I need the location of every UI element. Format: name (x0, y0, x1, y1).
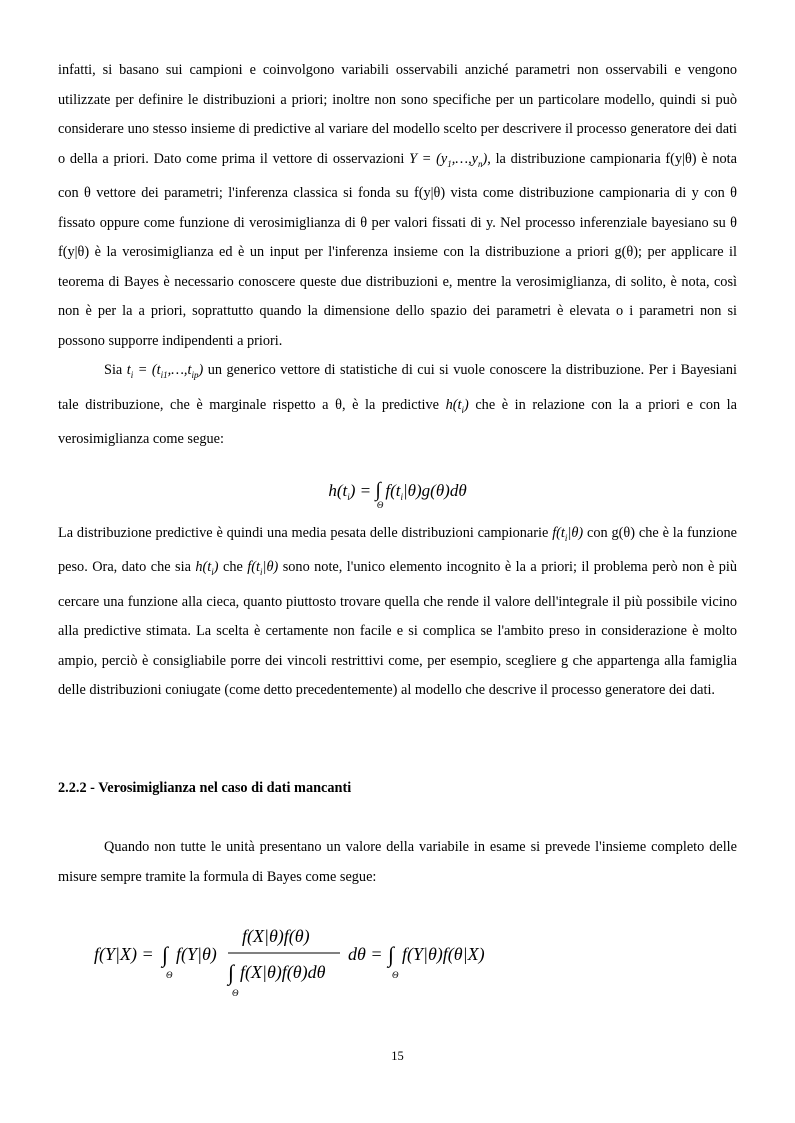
math-sampling-distribution: $f(t_i|\theta)$ (552, 524, 584, 543)
eq-integral: ∫ (388, 942, 395, 967)
eq-integral: ∫ (228, 960, 235, 985)
math-statistics-vector: $t_i$ = $(t_{i1},\dots,t_{ip})$ (126, 362, 204, 380)
equation-bayes-missing-data (94, 918, 614, 998)
eq-integral-domain: Θ (392, 970, 399, 980)
paragraph-text: , la distribuzione campionaria f(y|θ) è nota con θ vettore dei parametri; l'inferenza classica si fonda su f(y|θ) vista come distribuzione campionaria di y con θ fissato oppure come funzione di verosimiglianza di θ per valori fissati di y. Nel processo inferenziale bayesiano su θ f(y|θ) è la verosimiglianza ed è un input per l'inferenza insieme con la distribuzione a priori g(θ); per applicare il teorema di Bayes è necessario conoscere queste due distribuzioni e, mentre la verosimiglianza, di solito, è nota, così non è per la a priori, soprattutto quando la dimensione dello spazio dei parametri è elevata o i parametri non si possono supporre indipendenti a priori. (58, 150, 737, 349)
paragraph (58, 56, 737, 356)
eq-integral-domain: Θ (166, 970, 173, 980)
eq-integral: ∫ (162, 942, 169, 967)
math-observation-vector: $Y = (y_1,\dots,y_n)$ (409, 150, 488, 169)
eq-term-posterior: f(Y|θ)f(θ|X) (402, 944, 485, 964)
math-predictive: $h(t_i)$ (195, 559, 219, 577)
page-number: 15 (391, 1049, 404, 1063)
eq-term-likelihood: f(Y|θ) (176, 944, 217, 964)
math-sampling-distribution: $f(t_i|\theta)$ (247, 559, 279, 577)
section-heading: 2.2.2 - Verosimiglianza nel caso di dati mancanti (58, 780, 352, 796)
equation-bayes-svg (94, 918, 614, 998)
eq-after-fraction: dθ = (348, 944, 383, 964)
paragraph: Quando non tutte le unità presentano un valore della variabile in esame si prevede l'insieme completo delle misure sempre tramite la formula di Bayes come segue: (58, 839, 737, 885)
math-predictive: $h(t_i)$ (445, 396, 469, 415)
equation-predictive: $h(t_i) = \int_\Theta f(t_i|\theta)g(\theta)d\theta$ (328, 478, 467, 510)
page-body (58, 56, 738, 998)
paragraph: Sia $t_i$ = $(t_{i1},\dots,t_{ip})$ un generico vettore di statistiche di cui si vuole conoscere la distribuzione. Per i Bayesiani tale distribuzione, che è marginale rispetto a θ, è la predictive $h(t_i)$ che è in relazione con la a priori e con la verosimiglianza come segue: (58, 362, 737, 447)
eq-lhs: f(Y|X) = (94, 944, 154, 964)
paragraph-text: infatti, si basano sui campioni e coinvolgono variabili osservabili anziché parametri non osservabili e vengono utilizzate per definire le distribuzioni a priori; inoltre non sono specifiche per un particolare modello, quindi si può considerare uno stesso insieme di predictive al variare del modello scelto per descrivere il processo generatore dei dati o della a priori. Dato come prima il vettore di osservazioni (58, 62, 737, 167)
eq-numerator: f(X|θ)f(θ) (242, 926, 310, 946)
paragraph: La distribuzione predictive è quindi una media pesata delle distribuzioni campionarie $f(t_i|\theta)$ con g(θ) che è la funzione peso. Ora, dato che sia $h(t_i)$ che $f(t_i|\theta)$ sono note, l'unico elemento incognito è la a priori; il problema però non è più cercare una funzione alla cieca, quanto piuttosto trovare quella che rende il valore dell'integrale il più possibile vicino alla predictive stimata. La scelta è certamente non facile e si complica se l'ambito preso in considerazione è molto ampio, perciò è consigliabile porre dei vincoli restrittivi come, per esempio, scegliere g che appartenga alla famiglia delle distribuzioni coniugate (come detto precedentemente) al modello che descrive il processo generatore dei dati. (58, 524, 738, 698)
eq-integral-domain: Θ (232, 988, 239, 998)
eq-denominator: f(X|θ)f(θ)dθ (240, 962, 326, 982)
